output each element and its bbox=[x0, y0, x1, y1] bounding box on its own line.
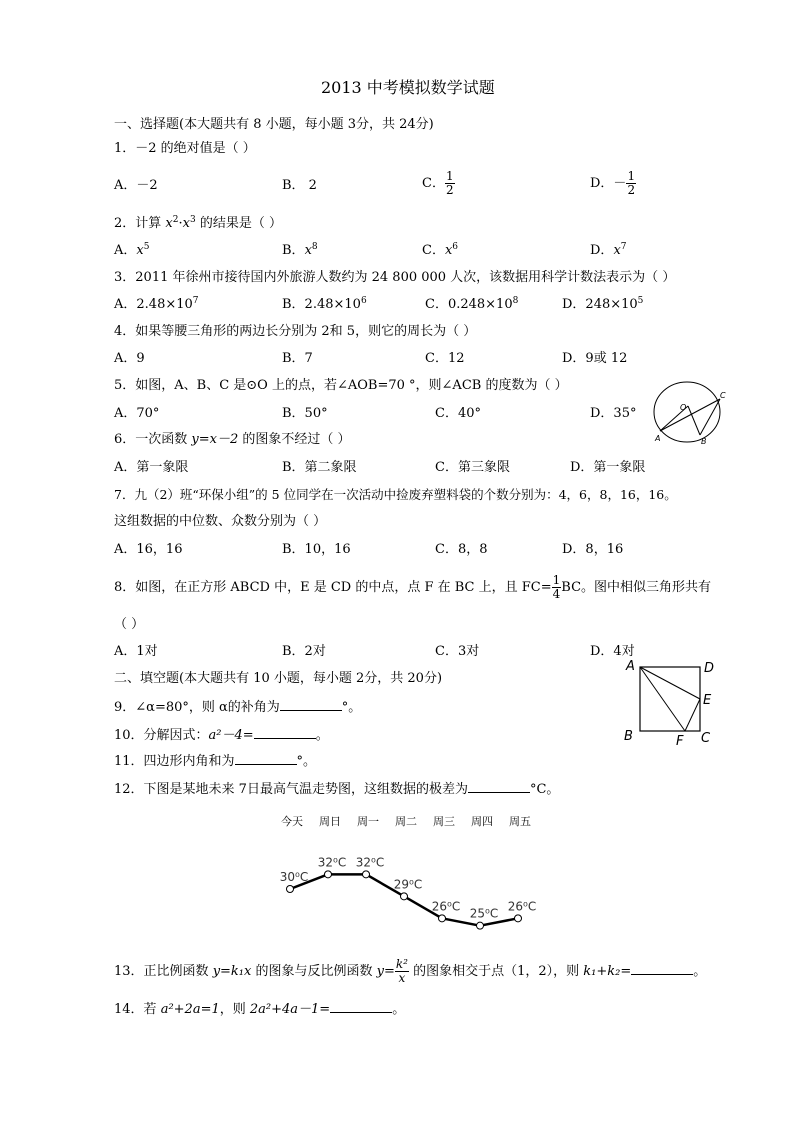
q7-option-a: A．16，16 bbox=[114, 542, 183, 557]
question-3-stem: 3．2011 年徐州市接待国内外旅游人数约为 24 800 000 人次，该数据用科学计数法表示为（ ） bbox=[114, 270, 676, 285]
chart-point-label: 26⁰C bbox=[507, 899, 537, 914]
q8-option-c: C．3对 bbox=[435, 644, 480, 659]
q2-option-a: A．$x^5$ bbox=[114, 242, 150, 258]
chart-day-label: 周四 bbox=[471, 815, 493, 828]
q2-option-d: D．$x^7$ bbox=[590, 242, 627, 258]
chart-day-label: 今天 bbox=[281, 815, 303, 828]
question-8-stem-line2: （ ） bbox=[114, 617, 145, 632]
q1-option-c: C． $\frac{1}{2}$ bbox=[422, 169, 454, 197]
question-14: 14．若 a²+2a=1，则 2a²+4a－1= 。 bbox=[114, 1002, 406, 1017]
chart-day-label: 周二 bbox=[395, 815, 417, 828]
q1-option-a: A．－2 bbox=[114, 178, 158, 193]
square-d-label: D bbox=[704, 661, 715, 676]
q7-option-c: C．8，8 bbox=[435, 542, 488, 557]
q3-option-d: D．$248\times 10^5$ bbox=[562, 296, 644, 312]
square-c-label: C bbox=[701, 731, 711, 746]
q7-option-d: D．8，16 bbox=[562, 542, 624, 557]
circle-figure bbox=[650, 377, 730, 447]
q4-option-c: C．12 bbox=[425, 351, 465, 366]
q8-option-a: A．1对 bbox=[114, 644, 158, 659]
q6-option-d: D．第一象限 bbox=[570, 460, 646, 475]
q5-option-c: C．40° bbox=[435, 406, 481, 421]
chart-point-label: 32⁰C bbox=[317, 855, 347, 870]
page-title: 2013 中考模拟数学试题 bbox=[321, 78, 495, 97]
chart-point bbox=[515, 915, 522, 922]
q3-option-c: C．$0.248\times 10^8$ bbox=[425, 296, 519, 312]
chart-day-label: 周日 bbox=[319, 815, 341, 828]
q5-option-a: A．70° bbox=[114, 406, 160, 421]
question-4-stem: 4．如果等腰三角形的两边长分别为 2和 5，则它的周长为（ ） bbox=[114, 324, 477, 339]
chart-point bbox=[287, 886, 294, 893]
point-b-label: B bbox=[701, 437, 707, 446]
chart-point bbox=[477, 922, 484, 929]
question-11: 11．四边形内角和为 °。 bbox=[114, 754, 317, 769]
chart-day-label: 周三 bbox=[433, 815, 455, 828]
q6-option-c: C．第三象限 bbox=[435, 460, 510, 475]
question-10: 10．分解因式：a²－4= 。 bbox=[114, 728, 329, 743]
q7-option-b: B．10，16 bbox=[282, 542, 351, 557]
question-2-stem: 2．计算 $x^2\cdot x^3$ 的结果是（ ） bbox=[114, 215, 282, 231]
chart-point-label: 25⁰C bbox=[469, 906, 499, 921]
q3-option-a: A．$2.48\times 10^7$ bbox=[114, 296, 199, 312]
answer-blank-12[interactable] bbox=[468, 780, 530, 793]
q3-option-b: B．$2.48\times 10^6$ bbox=[282, 296, 367, 312]
square-e-label: E bbox=[703, 693, 712, 708]
q1-option-d: D．－ $\frac{1}{2}$ bbox=[590, 169, 636, 197]
q1-option-b: B． 2 bbox=[282, 178, 317, 193]
chart-point bbox=[363, 871, 370, 878]
chart-point bbox=[325, 871, 332, 878]
temperature-chart bbox=[260, 805, 550, 945]
chart-point bbox=[401, 893, 408, 900]
q5-option-b: B．50° bbox=[282, 406, 328, 421]
square-a-label: A bbox=[626, 659, 635, 674]
question-7-stem-line2: 这组数据的中位数、众数分别为（ ） bbox=[114, 514, 327, 529]
section-heading-fill: 二、填空题(本大题共有 10 小题，每小题 2分，共 20分) bbox=[114, 671, 443, 686]
section-heading-choice: 一、选择题(本大题共有 8 小题，每小题 3分，共 24分) bbox=[114, 117, 434, 132]
question-8-stem: 8．如图，在正方形 ABCD 中，E 是 CD 的中点，点 F 在 BC 上，且 FC= $\frac{1}{4}$ BC。图中相似三角形共有 bbox=[114, 573, 712, 601]
chart-point-label: 32⁰C bbox=[355, 855, 385, 870]
question-9: 9．∠α=80°，则 α的补角为 °。 bbox=[114, 700, 362, 715]
point-o-label: O bbox=[680, 403, 687, 412]
answer-blank-14[interactable] bbox=[330, 1000, 392, 1013]
chart-point-label: 29⁰C bbox=[393, 877, 423, 892]
q4-option-d: D．9或 12 bbox=[562, 351, 628, 366]
q2-option-b: B．$x^8$ bbox=[282, 242, 318, 258]
q2-option-c: C．$x^6$ bbox=[422, 242, 459, 258]
chart-day-label: 周一 bbox=[357, 815, 379, 828]
answer-blank-13[interactable] bbox=[631, 962, 693, 975]
chart-point-label: 30⁰C bbox=[279, 870, 309, 884]
point-c-label: C bbox=[720, 391, 726, 400]
chart-point-label: 26⁰C bbox=[431, 899, 461, 914]
q4-option-b: B．7 bbox=[282, 351, 313, 366]
question-5-stem: 5．如图，A、B、C 是⊙O 上的点，若∠AOB=70 °，则∠ACB 的度数为（ ） bbox=[114, 378, 568, 393]
question-12: 12．下图是某地未来 7日最高气温走势图，这组数据的极差为 °C。 bbox=[114, 782, 560, 797]
question-13: 13．正比例函数 y=k₁x 的图象与反比例函数 y= $\frac{\text{k²}}{x}$ 的图象相交于点（1，2），则 k₁+k₂= 。 bbox=[114, 957, 707, 985]
chart-point bbox=[439, 915, 446, 922]
q6-option-a: A．第一象限 bbox=[114, 460, 189, 475]
q5-option-d: D．35° bbox=[590, 406, 637, 421]
square-f-label: F bbox=[676, 734, 684, 746]
point-a-label: A bbox=[655, 434, 661, 443]
question-7-stem: 7．九（2）班“环保小组”的 5 位同学在一次活动中捡废弃塑料袋的个数分别为：4，6，8，16，16。 bbox=[114, 487, 677, 502]
q8-option-b: B．2对 bbox=[282, 644, 326, 659]
question-1-stem: 1．－2 的绝对值是（ ） bbox=[114, 141, 256, 156]
square-figure bbox=[620, 656, 720, 746]
q6-option-b: B．第二象限 bbox=[282, 460, 357, 475]
answer-blank-10[interactable] bbox=[254, 726, 316, 739]
chart-day-label: 周五 bbox=[509, 815, 531, 828]
q8-option-d: D．4对 bbox=[590, 644, 635, 659]
answer-blank-9[interactable] bbox=[280, 698, 342, 711]
question-6-stem: 6．一次函数 y=x－2 的图象不经过（ ） bbox=[114, 432, 351, 447]
q4-option-a: A．9 bbox=[114, 351, 145, 366]
answer-blank-11[interactable] bbox=[235, 752, 297, 765]
square-b-label: B bbox=[624, 729, 633, 744]
